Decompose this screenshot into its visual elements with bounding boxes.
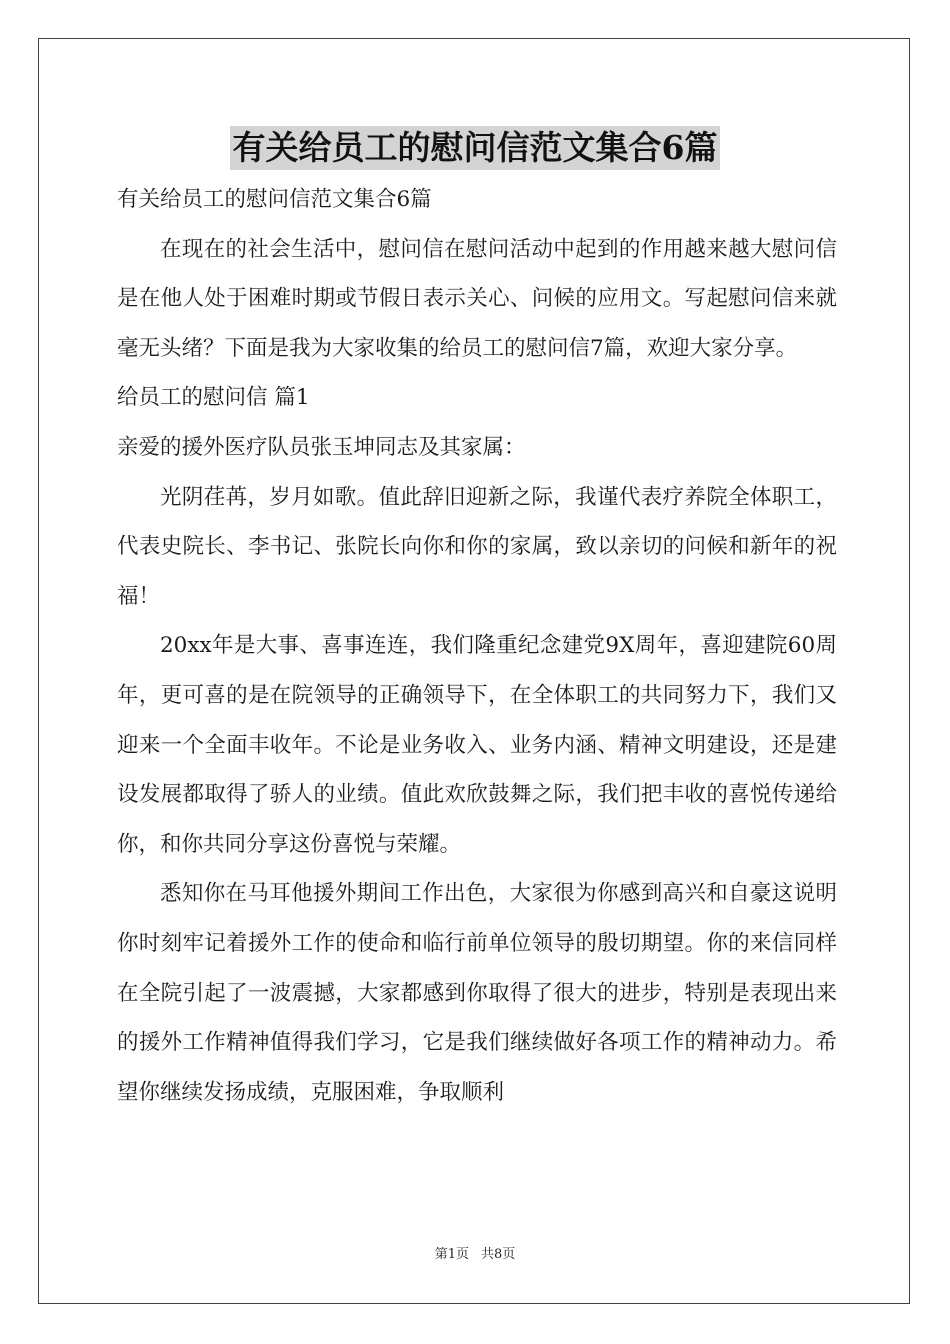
intro-paragraph: 在现在的社会生活中，慰问信在慰问活动中起到的作用越来越大慰问信是在他人处于困难时期或节假日表示关心、问候的应用文。写起慰问信来就毫无头绪？下面是我为大家收集的给员工的慰问信7篇，欢迎大家分享。 [117, 236, 837, 361]
title-container [0, 126, 950, 170]
page-total: 共8页 [481, 1247, 516, 1262]
page-number: 第1页 [434, 1247, 469, 1262]
page-footer [0, 1246, 950, 1264]
document-subtitle: 有关给员工的慰问信范文集合6篇 [117, 187, 432, 212]
section-heading: 给员工的慰问信 篇1 [117, 385, 310, 411]
salutation: 亲爱的援外医疗队员张玉坤同志及其家属： [117, 434, 526, 460]
body-paragraph: 20xx年是大事、喜事连连，我们隆重纪念建党9X周年，喜迎建院60周年，更可喜的是在院领导的正确领导下，在全体职工的共同努力下，我们又迎来一个全面丰收年。不论是业务收入、业务内涵、精神文明建设，还是建设发展都取得了骄人的业绩。值此欢欣鼓舞之际，我们把丰收的喜悦传递给你，和你共同分享这份喜悦与荣耀。 [117, 633, 837, 857]
document-title: 有关给员工的慰问信范文集合6篇 [230, 126, 721, 170]
body-paragraph: 悉知你在马耳他援外期间工作出色，大家很为你感到高兴和自豪这说明你时刻牢记着援外工作的使命和临行前单位领导的殷切期望。你的来信同样在全院引起了一波震撼，大家都感到你取得了很大的进步，特别是表现出来的援外工作精神值得我们学习，它是我们继续做好各项工作的精神动力。希望你继续发扬成绩，克服困难，争取顺利 [117, 881, 837, 1105]
body-paragraph: 光阴荏苒，岁月如歌。值此辞旧迎新之际，我谨代表疗养院全体职工，代表史院长、李书记、张院长向你和你的家属，致以亲切的问候和新年的祝福！ [117, 484, 837, 609]
document-body [117, 175, 837, 1117]
